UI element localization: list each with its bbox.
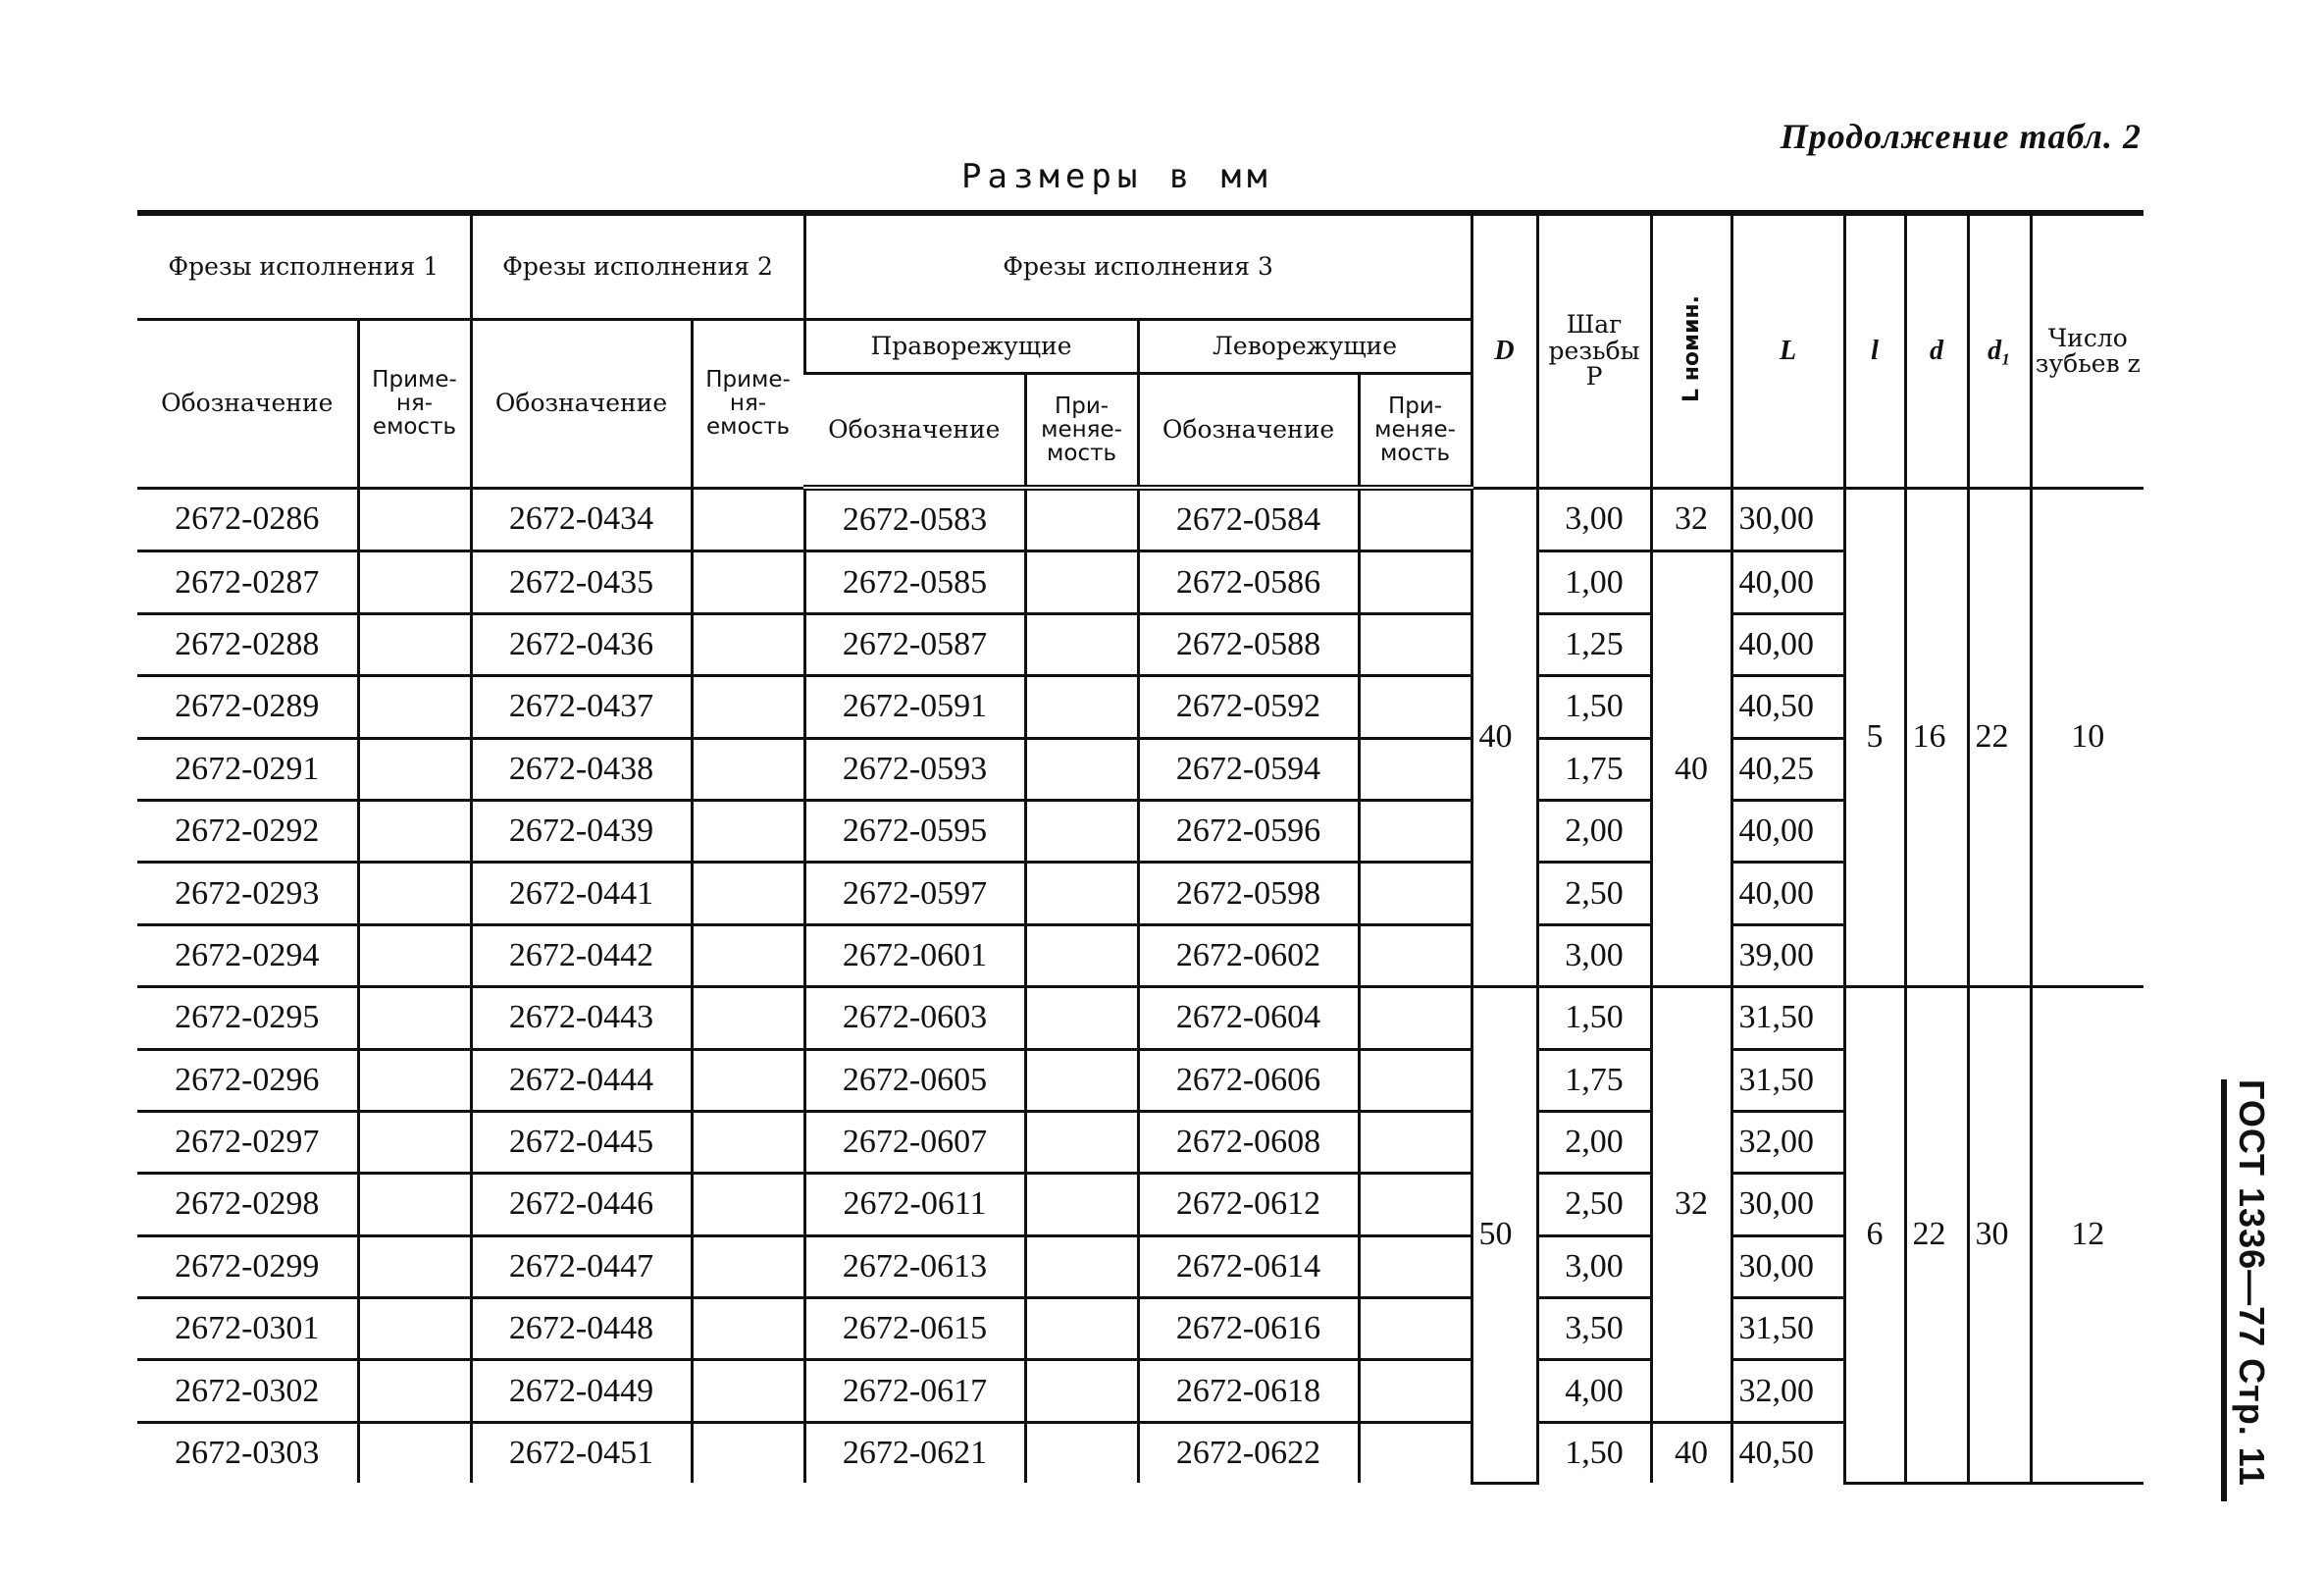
applicability-cell <box>692 1174 804 1235</box>
applicability-cell <box>358 1298 471 1360</box>
length-L: 31,50 <box>1731 1049 1844 1111</box>
applicability-cell <box>1359 1422 1472 1483</box>
designation-v2: 2672-0438 <box>471 738 692 800</box>
designation-v2: 2672-0437 <box>471 676 692 738</box>
designation-v3-left: 2672-0594 <box>1138 738 1359 800</box>
designation-v3-right: 2672-0587 <box>804 613 1025 675</box>
designation-v2: 2672-0435 <box>471 551 692 613</box>
length-nominal: 40 <box>1651 1422 1731 1483</box>
table-row <box>137 1422 2143 1483</box>
header-L-nominal: L номин. <box>1651 213 1731 488</box>
table-row <box>137 1049 2143 1111</box>
header-left-cut: Леворежущие <box>1138 320 1472 374</box>
length-nominal: 32 <box>1651 488 1731 551</box>
length-l: 6 <box>1844 987 1905 1484</box>
applicability-cell <box>1359 488 1472 551</box>
designation-v3-right: 2672-0621 <box>804 1422 1025 1483</box>
applicability-cell <box>692 488 804 551</box>
designation-v3-left: 2672-0586 <box>1138 551 1359 613</box>
applicability-cell <box>1359 1111 1472 1173</box>
applicability-cell <box>692 551 804 613</box>
length-L: 40,00 <box>1731 800 1844 862</box>
designation-v3-left: 2672-0588 <box>1138 613 1359 675</box>
applicability-cell <box>692 1049 804 1111</box>
applicability-cell <box>358 987 471 1049</box>
table-row <box>137 551 2143 613</box>
designation-v2: 2672-0445 <box>471 1111 692 1173</box>
applicability-cell <box>1359 1174 1472 1235</box>
applicability-cell <box>1025 1422 1138 1483</box>
applicability-cell <box>692 863 804 924</box>
designation-v2: 2672-0434 <box>471 488 692 551</box>
thread-pitch: 1,50 <box>1537 676 1651 738</box>
designation-v1: 2672-0292 <box>137 800 358 862</box>
designation-v3-left: 2672-0584 <box>1138 488 1359 551</box>
table-row <box>137 924 2143 986</box>
designation-v2: 2672-0439 <box>471 800 692 862</box>
applicability-cell <box>692 1298 804 1360</box>
length-L: 40,00 <box>1731 863 1844 924</box>
applicability-cell <box>692 987 804 1049</box>
designation-v1: 2672-0303 <box>175 1435 320 1472</box>
applicability-cell <box>1025 738 1138 800</box>
length-L: 31,50 <box>1731 1298 1844 1360</box>
length-nominal: 32 <box>1651 987 1731 1423</box>
applicability-cell <box>358 551 471 613</box>
table-row <box>137 1111 2143 1173</box>
designation-v3-right: 2672-0607 <box>804 1111 1025 1173</box>
designation-v3-right: 2672-0601 <box>804 924 1025 986</box>
designation-v3-right: 2672-0591 <box>804 676 1025 738</box>
applicability-cell <box>358 1360 471 1422</box>
diameter-d1: 30 <box>1968 987 2031 1484</box>
designation-v2: 2672-0436 <box>471 613 692 675</box>
header-L: L <box>1731 213 1844 488</box>
applicability-cell <box>1025 987 1138 1049</box>
thread-pitch: 1,00 <box>1537 551 1651 613</box>
thread-pitch: 4,00 <box>1537 1360 1651 1422</box>
length-L: 40,00 <box>1731 613 1844 675</box>
table-row <box>137 488 2143 551</box>
applicability-cell <box>1359 987 1472 1049</box>
applicability-cell <box>1025 1360 1138 1422</box>
thread-pitch: 2,00 <box>1537 1111 1651 1173</box>
header-right-cut: Праворежущие <box>804 320 1138 374</box>
applicability-cell <box>358 1174 471 1235</box>
thread-pitch: 1,50 <box>1537 1422 1651 1483</box>
designation-v2: 2672-0444 <box>471 1049 692 1111</box>
applicability-cell <box>692 1111 804 1173</box>
applicability-cell <box>1359 1049 1472 1111</box>
table-row <box>137 1174 2143 1235</box>
header-d1: d₁ <box>1968 213 2031 488</box>
designation-v3-right: 2672-0583 <box>804 488 1025 551</box>
thread-pitch: 1,50 <box>1537 987 1651 1049</box>
designation-v3-right: 2672-0617 <box>804 1360 1025 1422</box>
length-L: 40,25 <box>1731 738 1844 800</box>
applicability-cell <box>1025 800 1138 862</box>
applicability-cell <box>1359 863 1472 924</box>
header-designation-2: Обозначение <box>471 320 692 489</box>
units-caption: Размеры в мм <box>961 157 1273 196</box>
applicability-cell <box>1359 613 1472 675</box>
applicability-cell <box>358 800 471 862</box>
teeth-count: 12 <box>2031 987 2143 1484</box>
designation-v3-left: 2672-0608 <box>1138 1111 1359 1173</box>
applicability-cell <box>1025 1049 1138 1111</box>
thread-pitch: 2,50 <box>1537 1174 1651 1235</box>
table-continuation-label: Продолжение табл. 2 <box>1780 117 2142 156</box>
diameter-d: 22 <box>1905 987 1968 1484</box>
header-group-1: Фрезы исполнения 1 <box>137 213 471 320</box>
thread-pitch: 3,00 <box>1537 488 1651 551</box>
header-designation-3r: Обозначение <box>804 374 1025 489</box>
designation-v1: 2672-0299 <box>137 1235 358 1297</box>
length-nominal: 40 <box>1651 551 1731 987</box>
length-L: 30,00 <box>1731 1174 1844 1235</box>
table-row <box>137 1360 2143 1422</box>
length-L: 30,00 <box>1731 1235 1844 1297</box>
applicability-cell <box>1025 924 1138 986</box>
designation-v3-left: 2672-0618 <box>1138 1360 1359 1422</box>
table-body <box>137 488 2143 1483</box>
designation-v1: 2672-0301 <box>137 1298 358 1360</box>
length-L: 39,00 <box>1731 924 1844 986</box>
length-L: 30,00 <box>1731 488 1844 551</box>
applicability-cell <box>358 1111 471 1173</box>
header-D: D <box>1472 213 1537 488</box>
table-row <box>137 676 2143 738</box>
applicability-cell <box>1025 613 1138 675</box>
applicability-cell <box>358 738 471 800</box>
designation-v3-left: 2672-0602 <box>1138 924 1359 986</box>
designation-v3-left: 2672-0598 <box>1138 863 1359 924</box>
designation-v3-left: 2672-0612 <box>1138 1174 1359 1235</box>
designation-v2: 2672-0441 <box>471 863 692 924</box>
thread-pitch: 1,75 <box>1537 1049 1651 1111</box>
teeth-count: 10 <box>2031 488 2143 987</box>
designation-v3-right: 2672-0603 <box>804 987 1025 1049</box>
designation-v3-right: 2672-0613 <box>804 1235 1025 1297</box>
applicability-cell <box>1359 1235 1472 1297</box>
header-applic-2: Приме-ня-емость <box>692 320 804 489</box>
applicability-cell <box>1025 488 1138 551</box>
applicability-cell <box>1025 1111 1138 1173</box>
designation-v2: 2672-0446 <box>471 1174 692 1235</box>
length-L: 40,50 <box>1731 1422 1844 1483</box>
applicability-cell <box>358 924 471 986</box>
designation-v3-left: 2672-0614 <box>1138 1235 1359 1297</box>
applicability-cell <box>1359 924 1472 986</box>
header-teeth: Число зубьев z <box>2031 213 2143 488</box>
designation-v3-left: 2672-0616 <box>1138 1298 1359 1360</box>
applicability-cell <box>1359 676 1472 738</box>
table-row <box>137 800 2143 862</box>
designation-v3-left: 2672-0596 <box>1138 800 1359 862</box>
dimensions-table <box>137 210 2143 1485</box>
length-L: 40,00 <box>1731 551 1844 613</box>
designation-v2: 2672-0448 <box>471 1298 692 1360</box>
applicability-cell <box>1359 1360 1472 1422</box>
applicability-cell <box>358 1235 471 1297</box>
header-pitch: Шаг резьбы P <box>1537 213 1651 488</box>
applicability-cell <box>1025 1174 1138 1235</box>
designation-v3-right: 2672-0595 <box>804 800 1025 862</box>
header-group-2: Фрезы исполнения 2 <box>471 213 804 320</box>
thread-pitch: 3,50 <box>1537 1298 1651 1360</box>
applicability-cell <box>1359 1298 1472 1360</box>
applicability-cell <box>692 1235 804 1297</box>
applicability-cell <box>692 676 804 738</box>
applicability-cell <box>692 1360 804 1422</box>
header-group-3: Фрезы исполнения 3 <box>804 213 1472 320</box>
table-row <box>137 987 2143 1049</box>
length-L: 31,50 <box>1731 987 1844 1049</box>
length-L: 40,50 <box>1731 676 1844 738</box>
applicability-cell <box>692 613 804 675</box>
applicability-cell <box>1025 551 1138 613</box>
thread-pitch: 1,75 <box>1537 738 1651 800</box>
thread-pitch: 3,00 <box>1537 1235 1651 1297</box>
designation-v3-right: 2672-0611 <box>804 1174 1025 1235</box>
length-L: 32,00 <box>1731 1111 1844 1173</box>
designation-v3-left: 2672-0592 <box>1138 676 1359 738</box>
table-row <box>137 1298 2143 1360</box>
applicability-cell <box>692 924 804 986</box>
applicability-cell <box>358 1422 471 1483</box>
designation-v1: 2672-0291 <box>137 738 358 800</box>
applicability-cell <box>358 488 471 551</box>
designation-v1: 2672-0302 <box>137 1360 358 1422</box>
applicability-cell <box>1025 1235 1138 1297</box>
applicability-cell <box>1359 551 1472 613</box>
designation-v1: 2672-0294 <box>137 924 358 986</box>
standard-page-label: ГОСТ 1336—77 Стр. 11 <box>2232 1079 2272 1487</box>
applicability-cell <box>1025 676 1138 738</box>
designation-v3-right: 2672-0597 <box>804 863 1025 924</box>
diameter-d1: 22 <box>1968 488 2031 987</box>
header-applic-1: Приме-ня-емость <box>358 320 471 489</box>
length-L: 32,00 <box>1731 1360 1844 1422</box>
header-designation-1: Обозначение <box>137 320 358 489</box>
designation-v1: 2672-0286 <box>137 488 358 551</box>
thread-pitch: 3,00 <box>1537 924 1651 986</box>
applicability-cell <box>358 863 471 924</box>
table-row <box>137 1235 2143 1297</box>
applicability-cell <box>358 613 471 675</box>
designation-v1: 2672-0298 <box>137 1174 358 1235</box>
thread-pitch: 2,50 <box>1537 863 1651 924</box>
thread-pitch: 1,25 <box>1537 613 1651 675</box>
side-margin-label <box>2221 1079 2270 1501</box>
thread-pitch: 2,00 <box>1537 800 1651 862</box>
header-applic-3l: При-меняе-мость <box>1359 374 1472 489</box>
designation-v3-left: 2672-0622 <box>1138 1422 1359 1483</box>
diameter-D: 50 <box>1472 987 1537 1484</box>
designation-v1: 2672-0288 <box>137 613 358 675</box>
table-row <box>137 863 2143 924</box>
designation-v3-left: 2672-0604 <box>1138 987 1359 1049</box>
header-applic-3r: При-меняе-мость <box>1025 374 1138 489</box>
designation-v2: 2672-0449 <box>471 1360 692 1422</box>
designation-v1: 2672-0287 <box>137 551 358 613</box>
diameter-D: 40 <box>1472 488 1537 987</box>
designation-v2: 2672-0447 <box>471 1235 692 1297</box>
designation-v2: 2672-0442 <box>471 924 692 986</box>
table-row <box>137 613 2143 675</box>
applicability-cell <box>1025 1298 1138 1360</box>
designation-v1: 2672-0296 <box>137 1049 358 1111</box>
designation-v1: 2672-0297 <box>137 1111 358 1173</box>
applicability-cell <box>358 1049 471 1111</box>
applicability-cell <box>1359 800 1472 862</box>
designation-v3-right: 2672-0605 <box>804 1049 1025 1111</box>
designation-v2: 2672-0451 <box>471 1422 692 1483</box>
applicability-cell <box>1359 738 1472 800</box>
designation-v1: 2672-0295 <box>137 987 358 1049</box>
applicability-cell <box>692 1422 804 1483</box>
diameter-d: 16 <box>1905 488 1968 987</box>
length-l: 5 <box>1844 488 1905 987</box>
designation-v3-right: 2672-0585 <box>804 551 1025 613</box>
designation-v1: 2672-0289 <box>137 676 358 738</box>
header-designation-3l: Обозначение <box>1138 374 1359 489</box>
applicability-cell <box>1025 863 1138 924</box>
table-row <box>137 738 2143 800</box>
designation-v3-right: 2672-0615 <box>804 1298 1025 1360</box>
applicability-cell <box>358 676 471 738</box>
header-d: d <box>1905 213 1968 488</box>
designation-v1: 2672-0293 <box>137 863 358 924</box>
designation-v2: 2672-0443 <box>471 987 692 1049</box>
applicability-cell <box>692 800 804 862</box>
applicability-cell <box>692 738 804 800</box>
designation-v3-left: 2672-0606 <box>1138 1049 1359 1111</box>
header-l: l <box>1844 213 1905 488</box>
designation-v3-right: 2672-0593 <box>804 738 1025 800</box>
